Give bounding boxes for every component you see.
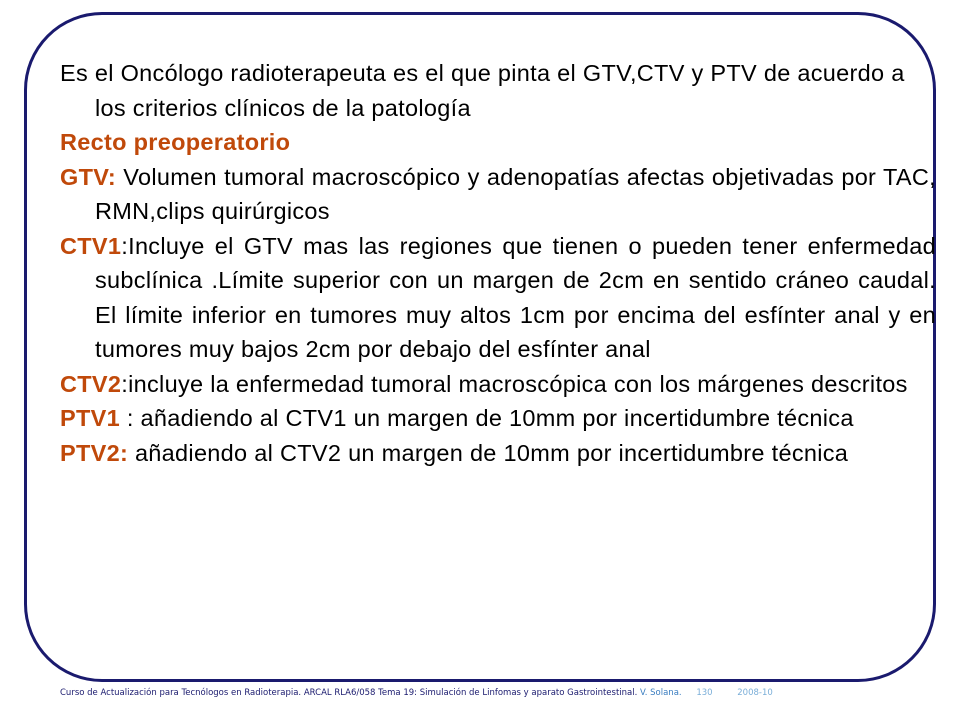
slide-content (60, 56, 936, 470)
definition-ptv2-text: añadiendo al CTV2 un margen de 10mm por incertidumbre técnica (128, 439, 849, 466)
definition-ctv2 (60, 367, 936, 402)
footer-page-number: 130 (696, 688, 713, 698)
term-ptv1: PTV1 (60, 405, 120, 431)
definition-ptv1-text: : añadiendo al CTV1 un margen de 10mm por incertidumbre técnica (119, 405, 854, 431)
slide-footer (60, 688, 940, 698)
term-ctv2: CTV2 (60, 370, 122, 397)
definition-ctv2-text: :incluye la enfermedad tumoral macroscópica con los márgenes descritos (121, 370, 908, 397)
definition-ctv1-text: :Incluye el GTV mas las regiones que tienen o pueden tener enfermedad subclínica .Límite superior con un margen de 2cm en sentido cráneo caudal. El límite inferior en tumores muy altos 1cm por encima del esfínter anal y en tumores muy bajos 2cm por debajo del esfínter anal (95, 232, 936, 362)
definition-gtv (60, 160, 936, 229)
footer-date: 2008-10 (737, 688, 773, 698)
definition-ptv2 (60, 436, 936, 471)
term-ptv2: PTV2: (60, 439, 129, 466)
definition-gtv-text: Volumen tumoral macroscópico y adenopatías afectas objetivadas por TAC, RMN,clips quirúrgicos (95, 163, 936, 224)
footer-course: Curso de Actualización para Tecnólogos en Radioterapia. ARCAL RLA6/058 Tema 19: Simulación de Linfomas y aparato Gastrointestinal. (60, 688, 638, 698)
term-ctv1: CTV1 (60, 232, 122, 259)
term-gtv: GTV: (60, 163, 117, 190)
intro-paragraph (60, 56, 936, 125)
intro-text: Es el Oncólogo radioterapeuta es el que pinta el GTV,CTV y PTV de acuerdo a los criterios clínicos de la patología (60, 60, 905, 121)
section-title: Recto preoperatorio (60, 129, 291, 155)
definition-ctv1 (60, 229, 936, 367)
definition-ptv1 (60, 401, 936, 436)
footer-author: V. Solana. (640, 688, 682, 698)
